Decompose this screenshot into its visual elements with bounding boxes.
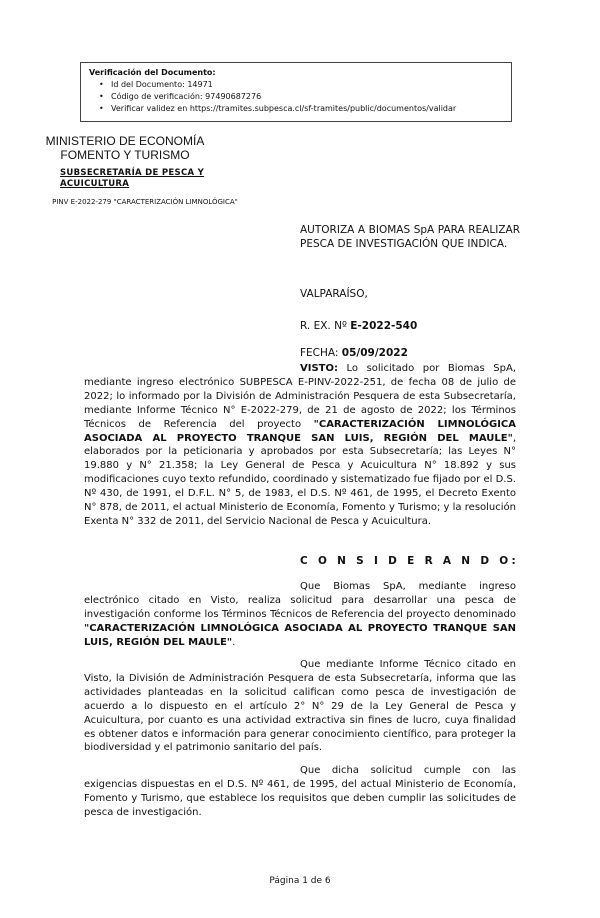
rex-label: R. EX. Nº [300,320,347,332]
ministry-header [30,134,220,162]
verification-code: • Código de verificación: 97490687276 [111,91,511,103]
reference-code: PINV E-2022-279 "CARACTERIZACIÓN LIMNOLÓGICA" [52,198,238,206]
considerando-1-end: . [232,636,236,648]
considerando-paragraph-2: Que mediante Informe Técnico citado en Visto, la División de Administración Pesquera de esta Subsecretaría, informa que las actividades planteadas en la solicitud califican como pesca de investigación de acuerdo a lo dispuesto en el artículo 2° N° 29 de la Ley General de Pesca y Acuicultura, por cuanto es una actividad extractiva sin fines de lucro, cuya finalidad es obtener datos e información para generar conocimiento científico, para proteger la biodiversidad y el patrimonio sanitario del país. [84,659,516,754]
resolution-number [300,320,417,332]
document-date [300,347,408,359]
document-title: AUTORIZA A BIOMAS SpA PARA REALIZAR PESCA DE INVESTIGACIÓN QUE INDICA. [300,224,520,250]
fecha-value: 05/09/2022 [341,347,408,359]
rex-value: E-2022-540 [350,320,418,332]
verification-id: • Id del Documento: 14971 [111,79,511,91]
considerando-paragraph-3: Que dicha solicitud cumple con las exigencias dispuestas en el D.S. Nº 461, de 1995, del actual Ministerio de Economía, Fomento y Turismo, que establece los requisitos que deben cumplir las solicitudes de pesca de investigación. [84,765,516,818]
considerando-1-text: Que Biomas SpA, mediante ingreso electrónico citado en Visto, realiza solicitud para desarrollar una pesca de investigación conforme los Términos Técnicos de Referencia del proyecto denominado [84,581,516,620]
visto-label: VISTO: [300,363,338,374]
considerando-1-project: "CARACTERIZACIÓN LIMNOLÓGICA ASOCIADA AL PROYECTO TRANQUE SAN LUIS, REGIÓN DEL MAULE" [84,622,516,648]
fecha-label: FECHA: [300,347,339,359]
subsecretaria-heading: SUBSECRETARÍA DE PESCA Y ACUICULTURA [60,168,205,189]
verification-title: Verificación del Documento: [89,68,216,77]
visto-project: "CARACTERIZACIÓN LIMNOLÓGICA ASOCIADA AL PROYECTO TRANQUE SAN LUIS, REGIÓN DEL MAULE" [84,418,516,444]
considerando-heading: C O N S I D E R A N D O: [300,555,520,567]
page-number: Página 1 de 6 [269,876,331,886]
ministry-line-2: FOMENTO Y TURISMO [60,148,190,162]
verification-url: • Verificar validez en https://tramites.subpesca.cl/sf-tramites/public/documentos/validar [111,103,511,115]
visto-text-2: , elaborados por la peticionaria y aprobados por esta Subsecretaría; las Leyes N° 19.880 y N° 21.358; la Ley General de Pesca y Acuicultura N° 18.892 y sus modificaciones cuyo texto refundido, coordinado y sistematizado fue fijado por el D.S. Nº 430, de 1991, el D.F.L. N° 5, de 1983, el D.S. Nº 461, de 1995, el Decreto Exento N° 878, de 2011, el actual Ministerio de Economía, Fomento y Turismo; y la resolución Exenta N° 332 de 2011, del Servicio Nacional de Pesca y Acuicultura. [84,432,516,527]
visto-text-1: Lo solicitado por Biomas SpA, mediante ingreso electrónico SUBPESCA E-PINV-2022-251, de fecha 08 de julio de 2022; lo informado por la División de Administración Pesquera de esta Subsecretaría, mediante Informe Técnico N° E-2022-279, de 21 de agosto de 2022; los Términos Técnicos de Referencia del proyecto [84,363,516,430]
ministry-line-1: MINISTERIO DE ECONOMÍA [45,134,205,148]
place: VALPARAÍSO, [300,288,368,300]
considerando-paragraph-1 [84,580,516,650]
verification-list [89,79,511,115]
verification-box [80,62,512,122]
visto-paragraph [84,362,516,529]
